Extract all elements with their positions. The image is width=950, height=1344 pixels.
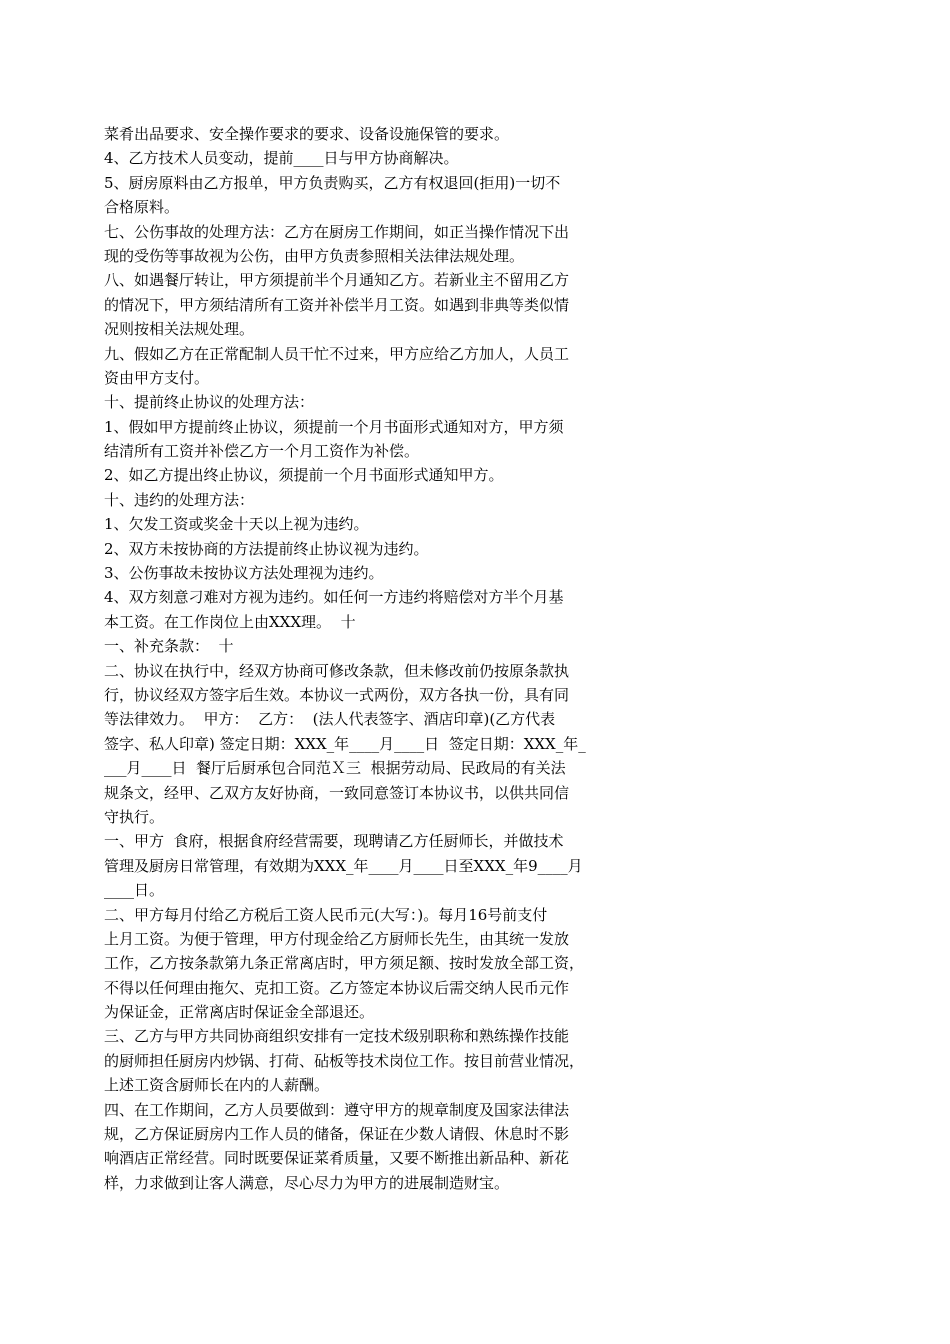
document-line: 不得以任何理由拖欠、克扣工资。乙方签定本协议后需交纳人民币元作 <box>104 978 570 997</box>
document-line: 合格原料。 <box>104 198 180 217</box>
document-line: ____日。 <box>104 881 165 900</box>
document-line: 七、公伤事故的处理方法：乙方在厨房工作期间，如正当操作情况下出 <box>104 222 570 241</box>
document-line: 四、在工作期间，乙方人员要做到：遵守甲方的规章制度及国家法律法 <box>104 1100 570 1119</box>
document-line: 规，乙方保证厨房内工作人员的储备，保证在少数人请假、休息时不影 <box>104 1125 570 1144</box>
document-line: 5、厨房原料由乙方报单，甲方负责购买，乙方有权退回(拒用)一切不 <box>104 173 561 192</box>
document-line: 3、公伤事故未按协议方法处理视为违约。 <box>104 564 384 583</box>
document-line: 1、假如甲方提前终止协议，须提前一个月书面形式通知对方，甲方须 <box>104 417 564 436</box>
document-line: 十、提前终止协议的处理方法： <box>104 393 315 412</box>
document-line: 本工资。在工作岗位上由XXX理。 十 <box>104 612 356 631</box>
document-line: 管理及厨房日常管理，有效期为XXX_年____月____日至XXX_年9____月 <box>104 856 583 875</box>
document-line: 为保证金，正常离店时保证金全部退还。 <box>104 1003 375 1022</box>
document-line: 现的受伤等事故视为公伤，由甲方负责参照相关法律法规处理。 <box>104 246 525 265</box>
document-line: 4、双方刻意刁难对方视为违约。如任何一方违约将赔偿对方半个月基 <box>104 588 564 607</box>
document-line: 三、乙方与甲方共同协商组织安排有一定技术级别职称和熟练操作技能 <box>104 1027 570 1046</box>
document-line: 况则按相关法规处理。 <box>104 320 255 339</box>
document-line: 签字、私人印章) 签定日期：XXX_年____月____日 签定日期：XXX_年_ <box>104 734 586 753</box>
document-line: 资由甲方支付。 <box>104 368 210 387</box>
document-line: 菜肴出品要求、安全操作要求的要求、设备设施保管的要求。 <box>104 125 510 143</box>
document-line: 2、双方未按协商的方法提前终止协议视为违约。 <box>104 539 429 558</box>
document-line: 一、补充条款： 十 <box>104 637 234 656</box>
document-line: ___月____日 餐厅后厨承包合同范Ｘ三 根据劳动局、民政局的有关法 <box>104 759 566 778</box>
document-line: 规条文，经甲、乙双方友好协商，一致同意签订本协议书，以供共同信 <box>104 783 570 802</box>
document-line: 十、违约的处理方法： <box>104 490 255 509</box>
document-line: 工作，乙方按条款第九条正常离店时，甲方须足额、按时发放全部工资， <box>104 954 585 973</box>
document-line: 九、假如乙方在正常配制人员干忙不过来，甲方应给乙方加人，人员工 <box>104 344 570 363</box>
document-line: 的情况下，甲方须结清所有工资并补偿半月工资。如遇到非典等类似情 <box>104 295 570 314</box>
document-line: 守执行。 <box>104 807 165 826</box>
document-line: 2、如乙方提出终止协议，须提前一个月书面形式通知甲方。 <box>104 466 504 485</box>
document-line: 响酒店正常经营。同时既要保证菜肴质量，又要不断推出新品种、新花 <box>104 1149 570 1168</box>
document-line: 上述工资含厨师长在内的人薪酬。 <box>104 1076 330 1095</box>
document-line: 等法律效力。 甲方： 乙方： (法人代表签字、酒店印章)(乙方代表 <box>104 710 556 729</box>
document-line: 样，力求做到让客人满意，尽心尽力为甲方的进展制造财宝。 <box>104 1173 510 1192</box>
document-line: 行，协议经双方签字后生效。本协议一式两份，双方各执一份，具有同 <box>104 685 570 704</box>
document-line: 八、如遇餐厅转让，甲方须提前半个月通知乙方。若新业主不留用乙方 <box>104 271 570 290</box>
document-line: 4、乙方技术人员变动，提前____日与甲方协商解决。 <box>104 149 459 168</box>
document-line: 1、欠发工资或奖金十天以上视为违约。 <box>104 515 369 534</box>
document-line: 二、协议在执行中，经双方协商可修改条款，但未修改前仍按原条款执 <box>104 661 570 680</box>
document-line: 的厨师担任厨房内炒锅、打荷、砧板等技术岗位工作。按目前营业情况， <box>104 1051 585 1070</box>
document-line: 二、甲方每月付给乙方税后工资人民币元(大写：)。每月16号前支付 <box>104 905 548 924</box>
document-body <box>104 122 854 1195</box>
document-line: 上月工资。为便于管理，甲方付现金给乙方厨师长先生，由其统一发放 <box>104 929 570 948</box>
document-line: 一、甲方 食府，根据食府经营需要，现聘请乙方任厨师长，并做技术 <box>104 832 564 851</box>
document-line: 结清所有工资并补偿乙方一个月工资作为补偿。 <box>104 442 420 461</box>
